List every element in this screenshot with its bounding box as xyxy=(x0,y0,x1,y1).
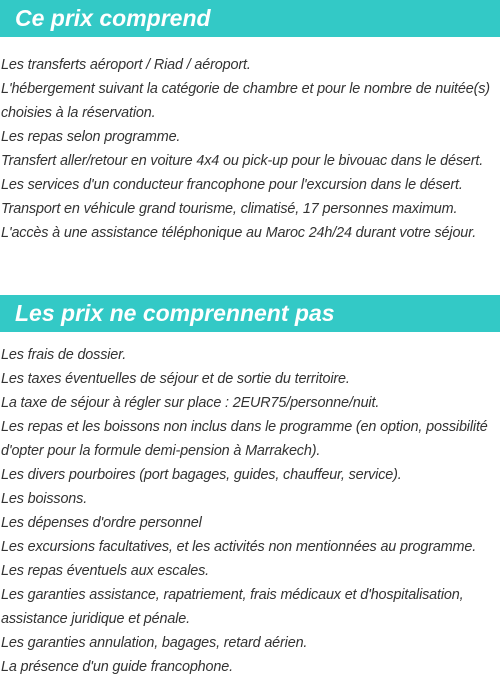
excluded-item: La présence d'un guide francophone. xyxy=(1,659,233,675)
excluded-item: Les taxes éventuelles de séjour et de sortie du territoire. xyxy=(1,371,350,387)
excluded-item: Les boissons. xyxy=(1,491,88,507)
excluded-item: Les divers pourboires (port bagages, guides, chauffeur, service). xyxy=(1,467,402,483)
excluded-list xyxy=(0,343,500,679)
excluded-item: Les repas éventuels aux escales. xyxy=(1,563,209,579)
included-item: Transport en véhicule grand tourisme, climatisé, 17 personnes maximum. xyxy=(1,201,458,217)
excluded-item: Les excursions facultatives, et les activités non mentionnées au programme. xyxy=(1,539,477,555)
excluded-item: Les frais de dossier. xyxy=(1,347,127,363)
included-section xyxy=(0,0,500,245)
included-section-title: Ce prix comprend xyxy=(0,0,500,37)
excluded-item: Les garanties annulation, bagages, retard aérien. xyxy=(1,635,308,651)
excluded-item: La taxe de séjour à régler sur place : 2EUR75/personne/nuit. xyxy=(1,395,380,411)
included-item: Les repas selon programme. xyxy=(1,129,181,145)
excluded-section-title: Les prix ne comprennent pas xyxy=(0,295,500,332)
included-item: Les services d'un conducteur francophone pour l'excursion dans le désert. xyxy=(1,177,463,193)
included-item: Les transferts aéroport / Riad / aéroport. xyxy=(1,57,251,73)
excluded-item: Les garanties assistance, rapatriement, frais médicaux et d'hospitalisation, assistance juridique et pénale. xyxy=(1,587,464,627)
included-list xyxy=(0,53,500,245)
excluded-item: Les dépenses d'ordre personnel xyxy=(1,515,202,531)
excluded-section xyxy=(0,295,500,679)
included-item: L'accès à une assistance téléphonique au Maroc 24h/24 durant votre séjour. xyxy=(1,225,477,241)
included-item: Transfert aller/retour en voiture 4x4 ou pick-up pour le bivouac dans le désert. xyxy=(1,153,484,169)
included-item: L'hébergement suivant la catégorie de chambre et pour le nombre de nuitée(s) choisies à la réservation. xyxy=(1,81,490,121)
excluded-item: Les repas et les boissons non inclus dans le programme (en option, possibilité d'opter pour la formule demi-pension à Marrakech). xyxy=(1,419,488,459)
